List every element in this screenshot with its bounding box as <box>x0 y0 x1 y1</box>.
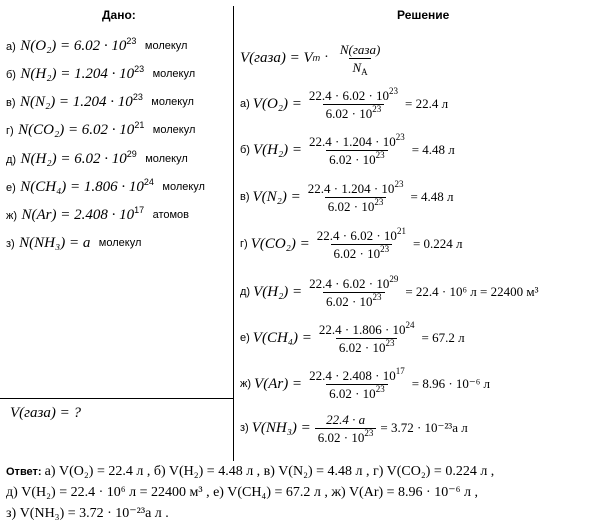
given-find-divider <box>0 398 233 399</box>
solution-fraction: $\frac{22.4 \cdot 1.204 \cdot 10^{23}}{6.02 \cdot 10^{23}}$ <box>309 131 405 167</box>
solution-item: г) V(CO₂) = $\frac{22.4 \cdot 6.02 \cdot 10^{21}}{6.02 \cdot 10^{23}}$ = 0.224 л <box>240 225 463 261</box>
solution-item: з) V(NH₃) = $\frac{22.4 \cdot a}{6.02 \cdot 10^{23}}$ = 3.72 · 10⁻²³a л <box>240 411 468 445</box>
solution-fraction: $\frac{22.4 \cdot 6.02 \cdot 10^{29}}{6.02 \cdot 10^{23}}$ <box>309 273 399 309</box>
answer-line-3: з) V(NH₃) = 3.72 · 10⁻²³a л . <box>6 506 169 521</box>
find-quantity: V(газа) = ? <box>10 405 81 421</box>
given-item: е) $N(CH_4) = 1.806 \cdot 10^{24}$ молекул <box>6 177 205 195</box>
solution-item: е) V(CH₄) = $\frac{22.4 \cdot 1.806 \cdot 10^{24}}{6.02 \cdot 10^{23}}$ = 67.2 л <box>240 319 465 355</box>
given-item: ж) $N(Ar) = 2.408 \cdot 10^{17}$ атомов <box>6 205 190 223</box>
formula-fraction: $\frac{\text{N(газа)}}{N_A}$ <box>339 41 381 77</box>
solution-fraction: $\frac{22.4 \cdot 1.806 \cdot 10^{24}}{6.02 \cdot 10^{23}}$ <box>318 319 415 355</box>
given-item: в) $N(N_2) = 1.204 \cdot 10^{23}$ молекул <box>6 92 194 110</box>
solution-item: ж) V(Ar) = $\frac{22.4 \cdot 2.408 \cdot 10^{17}}{6.02 \cdot 10^{23}}$ = 8.96 · 10⁻⁶ л <box>240 365 491 401</box>
general-formula: V(газа) = V m · $\frac{\text{N(газа)}}{N_A}$ <box>240 38 387 78</box>
solution-item: д) V(H₂) = $\frac{22.4 \cdot 6.02 \cdot 10^{29}}{6.02 \cdot 10^{23}}$ = 22.4 · 10⁶ л = 22400 м³ <box>240 273 539 309</box>
solution-item: б) V(H₂) = $\frac{22.4 \cdot 1.204 \cdot 10^{23}}{6.02 \cdot 10^{23}}$ = 4.48 л <box>240 131 455 167</box>
solution-heading: Решение <box>397 8 450 22</box>
given-item: б) $N(H_2) = 1.204 \cdot 10^{23}$ молекул <box>6 64 196 82</box>
column-divider <box>233 6 234 461</box>
answer-line-1: Ответ: а) V(O₂) = 22.4 л , б) V(H₂) = 4.48 л , в) V(N₂) = 4.48 л , г) V(CO₂) = 0.224 л , <box>6 464 495 479</box>
given-heading: Дано: <box>102 8 136 22</box>
given-item: г) $N(CO_2) = 6.02 \cdot 10^{21}$ молекул <box>6 120 196 138</box>
solution-item: в) V(N₂) = $\frac{22.4 \cdot 1.204 \cdot 10^{23}}{6.02 \cdot 10^{23}}$ = 4.48 л <box>240 178 454 214</box>
solution-fraction: $\frac{22.4 \cdot 2.408 \cdot 10^{17}}{6.02 \cdot 10^{23}}$ <box>309 365 405 401</box>
given-item: д) $N(H_2) = 6.02 \cdot 10^{29}$ молекул <box>6 149 188 167</box>
given-item: з) N(NH₃) = a молекул <box>6 235 142 251</box>
given-item: а) $N(O_2) = 6.02 \cdot 10^{23}$ молекул <box>6 36 188 54</box>
solution-item: а) V(O₂) = $\frac{22.4 \cdot 6.02 \cdot 10^{23}}{6.02 \cdot 10^{23}}$ = 22.4 л <box>240 85 449 121</box>
answer-title: Ответ: <box>6 466 42 478</box>
solution-fraction: $\frac{22.4 \cdot 1.204 \cdot 10^{23}}{6.02 \cdot 10^{23}}$ <box>307 178 404 214</box>
solution-fraction: $\frac{22.4 \cdot a}{6.02 \cdot 10^{23}}$ <box>315 412 377 445</box>
answer-line-2: д) V(H₂) = 22.4 · 10⁶ л = 22400 м³ , е) V(CH₄) = 67.2 л , ж) V(Ar) = 8.96 · 10⁻⁶ л , <box>6 485 478 500</box>
solution-fraction: $\frac{22.4 \cdot 6.02 \cdot 10^{23}}{6.02 \cdot 10^{23}}$ <box>308 85 399 121</box>
solution-fraction: $\frac{22.4 \cdot 6.02 \cdot 10^{21}}{6.02 \cdot 10^{23}}$ <box>316 225 406 261</box>
